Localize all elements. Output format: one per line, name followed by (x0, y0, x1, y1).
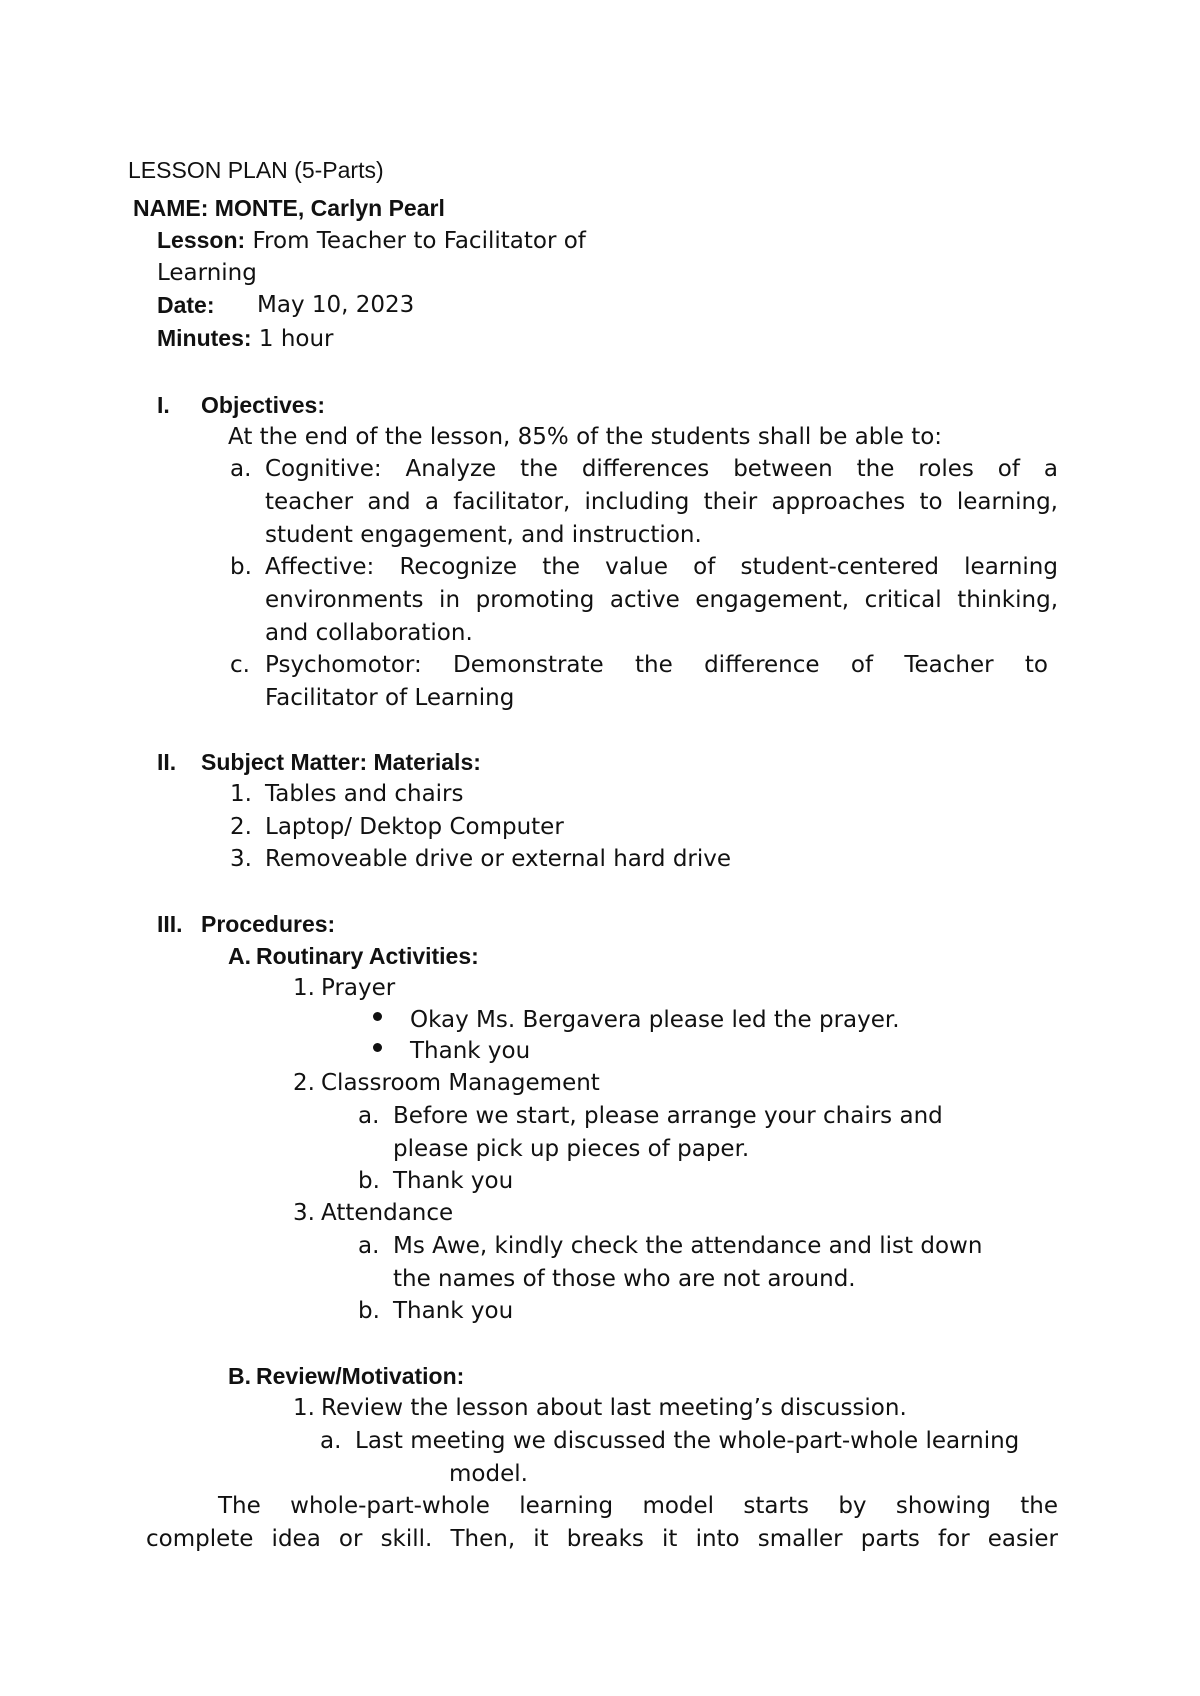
prayer-marker: 1. (293, 975, 315, 1001)
attendance-label: Attendance (321, 1200, 454, 1226)
objective-c-marker: c. (230, 652, 250, 678)
objective-a-line-3: student engagement, and instruction. (265, 522, 702, 548)
section-heading-procedures: Procedures: (201, 911, 336, 937)
objective-a-marker: a. (230, 456, 252, 482)
section-heading-objectives: Objectives: (201, 392, 325, 418)
paragraph-line-1: The whole-part-whole learning model starts by showing the (218, 1493, 1058, 1519)
lesson-label: Lesson: (157, 227, 246, 253)
document-title: LESSON PLAN (5-Parts) (128, 157, 384, 183)
objective-b-line-3: and collaboration. (265, 620, 473, 646)
objective-a-line-2: teacher and a facilitator, including their approaches to learning, (265, 489, 1058, 515)
review-sub-marker: a. (320, 1428, 342, 1454)
name-value: MONTE, Carlyn Pearl (214, 195, 445, 221)
attendance-a-line-1: Ms Awe, kindly check the attendance and list down (393, 1233, 983, 1259)
review-item-marker: 1. (293, 1395, 315, 1421)
review-marker: B. (228, 1363, 251, 1389)
classroom-b: Thank you (393, 1168, 514, 1194)
objective-c-line-2: Facilitator of Learning (265, 685, 515, 711)
material-1: Tables and chairs (265, 781, 464, 807)
section-number-1: I. (157, 392, 170, 418)
attendance-marker: 3. (293, 1200, 315, 1226)
classroom-a-marker: a. (358, 1103, 380, 1129)
classroom-label: Classroom Management (321, 1070, 600, 1096)
attendance-a-marker: a. (358, 1233, 380, 1259)
routinary-heading: Routinary Activities: (256, 943, 479, 969)
classroom-a-line-2: please pick up pieces of paper. (393, 1136, 750, 1162)
classroom-b-marker: b. (358, 1168, 380, 1194)
attendance-a-line-2: the names of those who are not around. (393, 1266, 856, 1292)
prayer-bullet-1: Okay Ms. Bergavera please led the prayer. (410, 1007, 900, 1033)
classroom-a-line-1: Before we start, please arrange your chairs and (393, 1103, 943, 1129)
name-line (133, 193, 445, 223)
review-heading: Review/Motivation: (256, 1363, 465, 1389)
prayer-label: Prayer (321, 975, 396, 1001)
minutes-value: 1 hour (258, 326, 334, 352)
material-2-marker: 2. (230, 814, 252, 840)
lesson-line (157, 225, 586, 256)
routinary-marker: A. (228, 943, 251, 969)
minutes-line (157, 323, 334, 354)
lesson-value-cont: Learning (157, 260, 257, 286)
objective-c-line-1: Psychomotor: Demonstrate the difference of Teacher to (265, 652, 1048, 678)
bullet-icon (373, 1043, 382, 1052)
review-sub-line-1: Last meeting we discussed the whole-part-whole learning (355, 1428, 1020, 1454)
material-1-marker: 1. (230, 781, 252, 807)
bullet-icon (373, 1012, 382, 1021)
date-label: Date: (157, 292, 215, 318)
objective-b-line-1: Affective: Recognize the value of student-centered learning (265, 554, 1058, 580)
material-3-marker: 3. (230, 846, 252, 872)
review-item: Review the lesson about last meeting’s discussion. (321, 1395, 907, 1421)
material-2: Laptop/ Dektop Computer (265, 814, 564, 840)
name-label: NAME: (133, 195, 209, 221)
minutes-label: Minutes: (157, 325, 252, 351)
objectives-intro: At the end of the lesson, 85% of the students shall be able to: (228, 424, 943, 450)
objective-a-line-1: Cognitive: Analyze the differences between the roles of a (265, 456, 1058, 482)
section-number-2: II. (157, 749, 177, 775)
prayer-bullet-2: Thank you (410, 1038, 531, 1064)
objective-b-line-2: environments in promoting active engagement, critical thinking, (265, 587, 1058, 613)
section-number-3: III. (157, 911, 183, 937)
material-3: Removeable drive or external hard drive (265, 846, 732, 872)
lesson-value: From Teacher to Facilitator of (252, 228, 586, 254)
section-heading-subject-matter: Subject Matter: Materials: (201, 749, 481, 775)
objective-b-marker: b. (230, 554, 252, 580)
attendance-b-marker: b. (358, 1298, 380, 1324)
review-sub-line-2: model. (449, 1461, 528, 1487)
date-value: May 10, 2023 (257, 292, 415, 318)
classroom-marker: 2. (293, 1070, 315, 1096)
paragraph-line-2: complete idea or skill. Then, it breaks it into smaller parts for easier (146, 1526, 1058, 1552)
attendance-b: Thank you (393, 1298, 514, 1324)
